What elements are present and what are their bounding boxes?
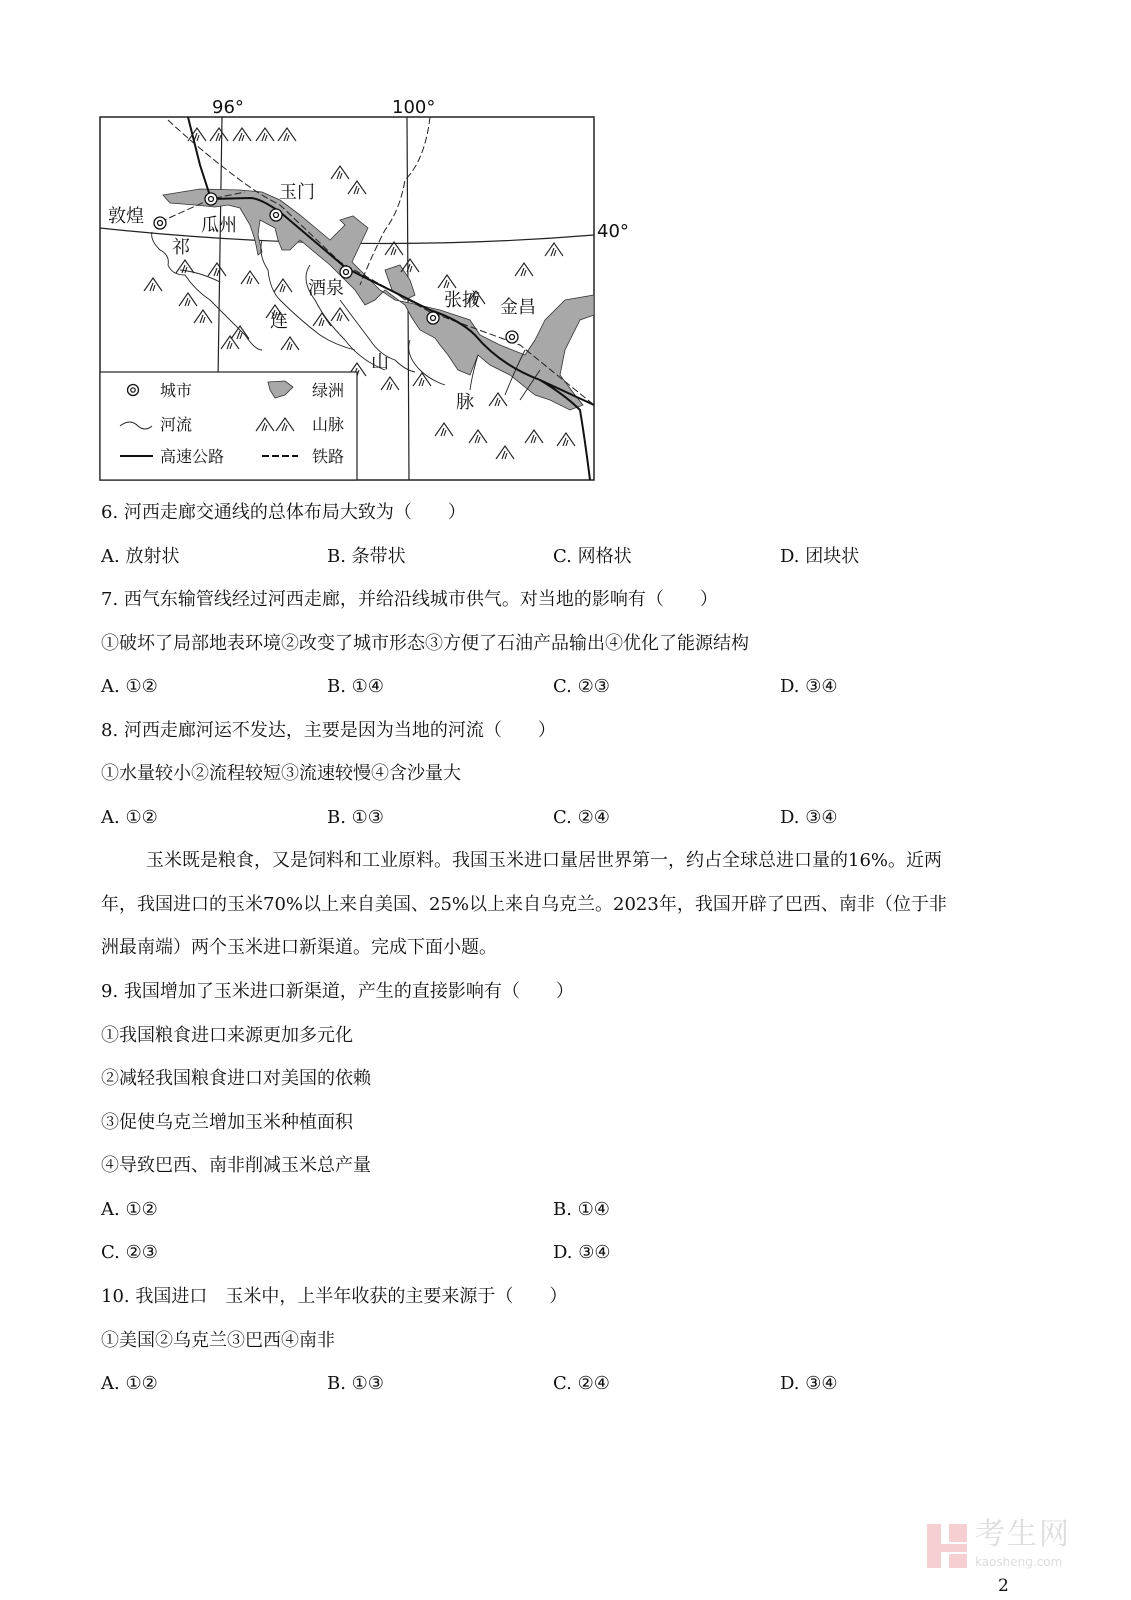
q9-statement-1: ①我国粮食进口来源更加多元化 <box>101 1025 353 1046</box>
q10-option-c[interactable]: C. ②④ <box>553 1373 610 1394</box>
legend-oasis: 绿洲 <box>312 381 345 400</box>
q6-option-d[interactable]: D. 团块状 <box>780 546 860 567</box>
q6-option-a[interactable]: A. 放射状 <box>101 546 180 567</box>
q9-option-a[interactable]: A. ①② <box>101 1199 158 1220</box>
question-8-stem: 8. 河西走廊河运不发达，主要是因为当地的河流（ ） <box>101 720 556 741</box>
map-legend <box>100 372 357 480</box>
watermark-logo-icon <box>927 1524 967 1568</box>
lon-96-label: 96° <box>212 97 244 118</box>
q10-option-d[interactable]: D. ③④ <box>780 1373 838 1394</box>
passage-line-2: 年，我国进口的玉米70%以上来自美国、25%以上来自乌克兰。2023年，我国开辟了巴西、南非（位于非 <box>101 894 947 915</box>
q7-statements: ①破坏了局部地表环境②改变了城市形态③方便了石油产品输出④优化了能源结构 <box>101 633 749 654</box>
q8-option-d[interactable]: D. ③④ <box>780 807 838 828</box>
q9-statement-3: ③促使乌克兰增加玉米种植面积 <box>101 1112 353 1133</box>
q7-option-c[interactable]: C. ②③ <box>553 676 610 697</box>
passage-line-1: 玉米既是粮食，又是饲料和工业原料。我国玉米进口量居世界第一，约占全球总进口量的16%。近两 <box>146 850 943 871</box>
q9-option-b[interactable]: B. ①④ <box>553 1199 610 1220</box>
city-label-dunhuang: 敦煌 <box>108 206 144 227</box>
q8-statements: ①水量较小②流程较短③流速较慢④含沙量大 <box>101 763 461 784</box>
legend-river: 河流 <box>160 415 193 434</box>
question-10-stem: 10. 我国进口 玉米中，上半年收获的主要来源于（ ） <box>101 1286 568 1307</box>
watermark-domain: kaosheng.com <box>975 1555 1063 1569</box>
q9-option-c[interactable]: C. ②③ <box>101 1242 158 1263</box>
q7-option-b[interactable]: B. ①④ <box>327 676 384 697</box>
page-number: 2 <box>998 1576 1009 1596</box>
mountain-label-shan: 山 <box>371 352 389 373</box>
q9-statement-2: ②减轻我国粮食进口对美国的依赖 <box>101 1068 371 1089</box>
hexi-corridor-map <box>90 90 650 490</box>
q10-option-a[interactable]: A. ①② <box>101 1373 158 1394</box>
question-7-stem: 7. 西气东输管线经过河西走廊，并给沿线城市供气。对当地的影响有（ ） <box>101 589 718 610</box>
city-label-jinchang: 金昌 <box>500 297 536 318</box>
lat-40-label: 40° <box>597 221 629 242</box>
q10-option-b[interactable]: B. ①③ <box>327 1373 384 1394</box>
legend-mountain: 山脉 <box>312 415 345 434</box>
q9-statement-4: ④导致巴西、南非削减玉米总产量 <box>101 1155 371 1176</box>
legend-highway: 高速公路 <box>160 447 225 466</box>
q7-option-a[interactable]: A. ①② <box>101 676 158 697</box>
city-label-guazhou: 瓜州 <box>201 215 237 236</box>
passage-line-3: 洲最南端）两个玉米进口新渠道。完成下面小题。 <box>101 937 497 958</box>
q9-option-d[interactable]: D. ③④ <box>553 1242 611 1263</box>
legend-city: 城市 <box>160 381 193 400</box>
q10-statements: ①美国②乌克兰③巴西④南非 <box>101 1330 335 1351</box>
q8-option-b[interactable]: B. ①③ <box>327 807 384 828</box>
lon-100-label: 100° <box>392 97 436 118</box>
watermark-name: 考生网 <box>975 1517 1071 1552</box>
q6-option-b[interactable]: B. 条带状 <box>327 546 406 567</box>
q6-option-c[interactable]: C. 网格状 <box>553 546 632 567</box>
q8-option-a[interactable]: A. ①② <box>101 807 158 828</box>
mountain-label-qi: 祁 <box>172 237 190 258</box>
question-6-stem: 6. 河西走廊交通线的总体布局大致为（ ） <box>101 502 466 523</box>
city-label-yumen: 玉门 <box>279 182 315 203</box>
city-label-zhangye: 张掖 <box>444 290 480 311</box>
q7-option-d[interactable]: D. ③④ <box>780 676 838 697</box>
question-9-stem: 9. 我国增加了玉米进口新渠道，产生的直接影响有（ ） <box>101 981 574 1002</box>
mountain-label-lian: 连 <box>270 311 288 332</box>
legend-railway: 铁路 <box>312 447 345 466</box>
q8-option-c[interactable]: C. ②④ <box>553 807 610 828</box>
mountain-label-mai: 脉 <box>456 392 474 413</box>
city-label-jiuquan: 酒泉 <box>308 278 344 299</box>
